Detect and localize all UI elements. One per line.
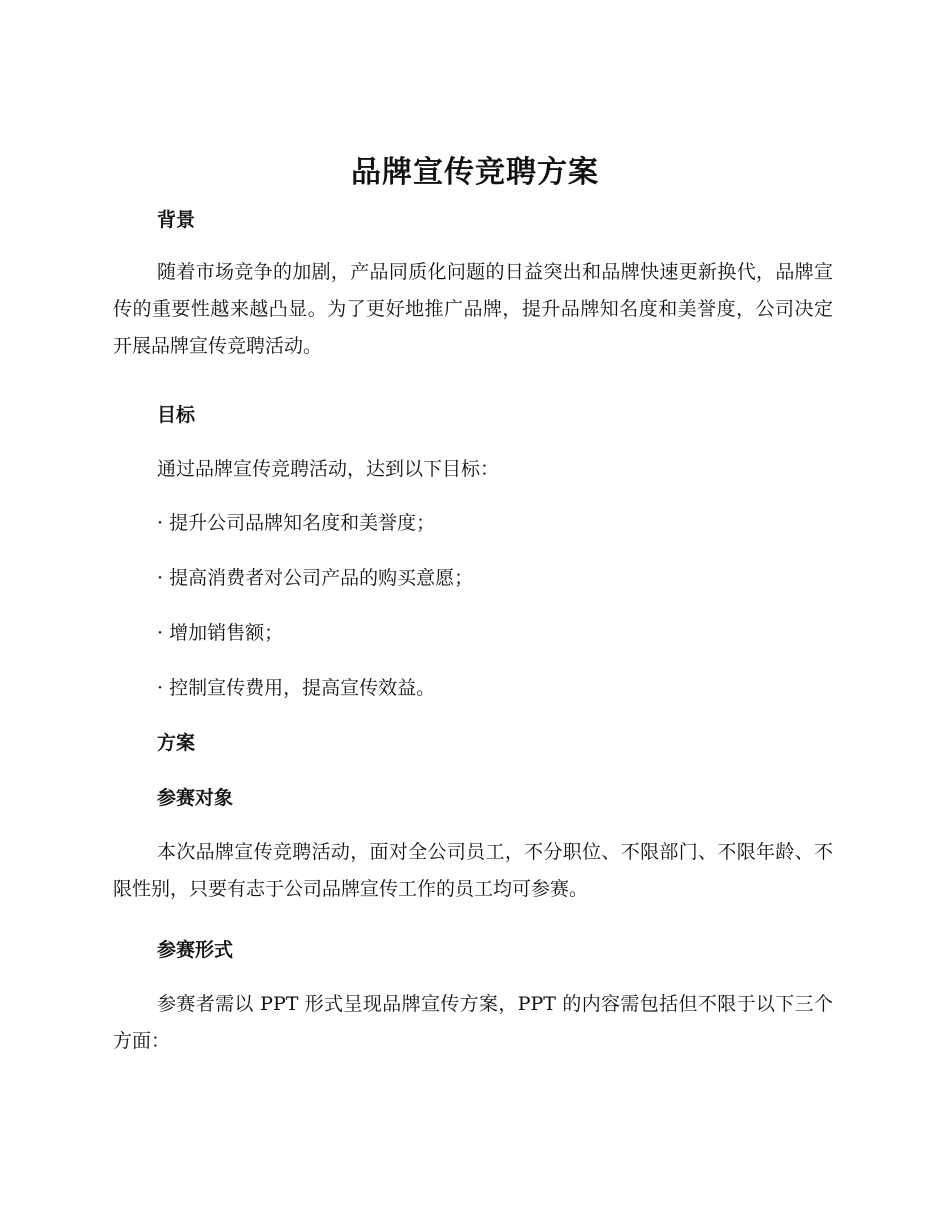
goal-item: · 提升公司品牌知名度和美誉度；	[157, 512, 436, 534]
section-heading-goals: 目标	[157, 404, 196, 426]
goals-intro: 通过品牌宣传竞聘活动，达到以下目标：	[157, 458, 500, 480]
goal-item: · 提高消费者对公司产品的购买意愿；	[157, 567, 474, 589]
section-heading-background: 背景	[157, 209, 196, 231]
participants-paragraph: 本次品牌宣传竞聘活动，面对全公司员工，不分职位、不限部门、不限年龄、不限性别，只要有志于公司品牌宣传工作的员工均可参赛。	[113, 841, 833, 900]
section-heading-plan: 方案	[157, 732, 196, 754]
background-paragraph: 随着市场竞争的加剧，产品同质化问题的日益突出和品牌快速更新换代，品牌宣传的重要性越来越凸显。为了更好地推广品牌，提升品牌知名度和美誉度，公司决定开展品牌宣传竞聘活动。	[113, 261, 833, 357]
subsection-heading-format: 参赛形式	[157, 939, 234, 961]
document-title: 品牌宣传竞聘方案	[351, 155, 599, 190]
format-paragraph: 参赛者需以 PPT 形式呈现品牌宣传方案，PPT 的内容需包括但不限于以下三个方面：	[113, 993, 833, 1052]
subsection-heading-participants: 参赛对象	[157, 787, 234, 809]
goal-item: · 控制宣传费用，提高宣传效益。	[157, 677, 436, 699]
goal-item: · 增加销售额；	[157, 622, 284, 644]
